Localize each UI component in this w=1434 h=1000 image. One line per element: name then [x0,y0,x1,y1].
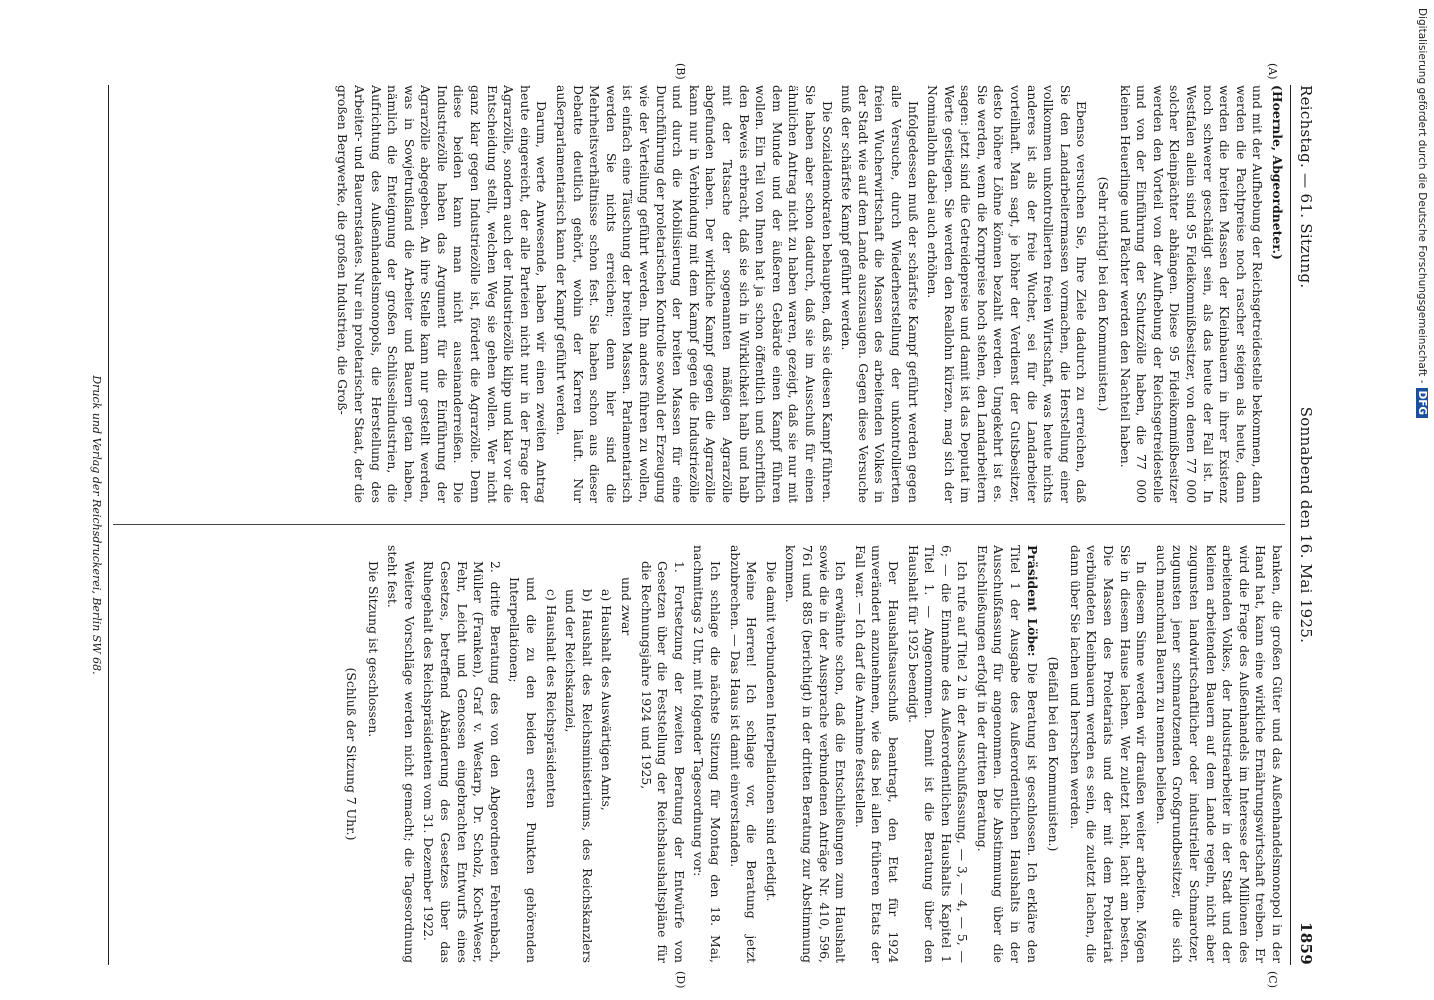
paragraph-text: Die Beratung ist geschlossen. Ich erkläre den Titel 1 der Ausgabe des Außerordentlichen Haushalts in der Ausschußfassung für angenommen. Die Abstimmung über die Entschließungen erfolgt in der dritten Beratung. [974,545,1040,963]
column-divider [113,524,1285,525]
paragraph: Ich rufe auf Titel 2 in der Ausschußfassung, — 3, — 4, — 5, — 6; — die Einnahme des Außerordentlichen Haushalts Kapitel 1 Titel 1. — Angenommen. Damit ist die Beratung über den Haushalt für 1925 beendigt. [905,545,971,963]
credit-text: Digitalisierung gefördert durch die Deutsche Forschungsgemeinschaft - [1416,8,1428,384]
paragraph: Ebenso versuchen Sie, Ihre Ziele dadurch zu erreichen, daß Sie den Landarbeitermassen vormachen, die Herstellung einer vollkommen unkontrollierten freien Wirtschaft, was heute nichts anderes ist als der freie Wucher, sei für die Landarbeiter vorteilhaft. Man sagt, je höher der Verdienst der Gutsbesitzer, desto höhere Löhne können bezahlt werden. Umgekehrt ist es. Sie werden, wenn die Kornpreise hoch stehen, den Landarbeitern sagen: jetzt sind die Getreidepreise und damit ist das Deputat im Werte gestiegen. Sie werden den Reallohn kürzen, mag sich der Nominallohn dabei auch erhöhen. [925,85,1090,503]
margin-letter-d: (D) [674,971,687,989]
paragraph: banken, die großen Güter und das Außenhandelsmonopol in der Hand hat, kann eine wirkliche Ernährungswirtschaft treiben. Er wird die Frage des Außenhandels im Interesse der Millionen des arbeitenden Volkes, der Industriearbeiter in der Stadt und der kleinen arbeitenden Bauern auf dem Lande regeln, nicht aber zugunsten landwirtschaftlicher oder industrieller Schmarotzer, zugunsten jener schmarotzenden Großgrundbesitzer, die sich auch manchmal Bauern zu nennen belieben. [1153,545,1285,963]
header-date: Sonnabend den 16. Mai 1925. [1297,406,1315,644]
right-text-column [113,545,1285,963]
agenda-item: 2. dritte Beratung des von den Abgeordneten Fehrenbach, Müller (Franken), Graf v. Westarp, Dr. Scholz, Koch-Weser, Fehr, Leicht und Genossen eingebrachten Entwurfs eines Gesetzes, betreffend Abänderung des Gesetzes über das Ruhegehalt des Reichspräsidenten vom 31. Dezember 1922. [421,561,503,963]
paragraph: Weitere Vorschläge werden nicht gemacht; die Tagesordnung steht fest. [385,545,417,963]
agenda-subitem: b) Haushalt des Reichsministeriums, des Reichskanzlers und der Reichskanzlei, [563,589,595,963]
margin-letter-c: (C) [1266,971,1279,988]
paragraph: Ich schlage die nächste Sitzung für Montag den 18. Mai, nachmittags 2 Uhr, mit folgender Tagesordnung vor: [691,545,723,963]
left-text-column [113,85,1285,503]
speaker-name: Präsident Löbe: [1024,545,1040,657]
president-statement [973,545,1039,963]
margin-letter-b: (B) [674,63,687,80]
rotated-document-page [65,63,1315,989]
agenda-text: und die zu den beiden ersten Punkten gehörenden Interpellationen; [507,577,540,963]
paragraph: Meine Herren! Ich schlage vor, die Beratung jetzt abzubrechen. — Das Haus ist damit einverstanden. [727,545,760,963]
paragraph: Die Sitzung ist geschlossen. [365,561,381,738]
paragraph: Darum, werte Anwesende, haben wir einen zweiten Antrag heute eingereicht, der alle Parteien nicht nur in der Frage der Agrarzölle, sondern auch der Industriezölle klipp und klar vor die Entscheidung stellt, welchen Weg sie gehen wollen. Wer nicht ganz klar gegen Industriezölle ist, fördert die Agrarzölle. Denn diese beiden kann man nicht auseinanderreißen. Die Industriezölle haben das Argument für die Einführung der Agrarzölle abgegeben. An ihre Stelle kann nur gestellt werden, was in Sowjetrußland die Arbeiter und Bauern getan haben, nämlich die Enteignung der großen Schlüsselindustrien, die Aufrichtung des Außenhandelsmonopols, die Herstellung des Arbeiter- und Bauernstaates. Nur ein proletarischer Staat, der die großen Bergwerke, die großen Industrien, die Groß- [335,85,550,503]
paragraph: Die Sozialdemokraten behaupten, daß sie diesen Kampf führen. Sie haben aber schon dadurch, daß sie im Ausschuß für einen ähnlichen Antrag nicht zu haben waren, gezeigt, daß sie nur mit dem Munde und der äußeren Gebärde einen Kampf führen wollen. Ein Teil von Ihnen hat ja schon öffentlich und schriftlich den Beweis erbracht, daß sie sich in Wirklichkeit halb und halb mit der Tatsache der sogenannten mäßigen Agrarzölle abgefunden haben. Der wirkliche Kampf gegen die Agrarzölle kann nur in Verbindung mit dem Kampf gegen die Industriezölle und durch die Mobilisierung der breiten Massen für eine Durchführung der proletarischen Kontrolle sowohl der Erzeugung wie der Verteilung geführt werden. Ihn anders führen zu wollen, ist einfach eine Täuschung der breiten Massen. Parlamentarisch werden Sie nichts erreichen; denn hier sind die Mehrheitsverhältnisse schon fest. Sie haben schon aus dieser Debatte deutlich gehört, wohin der Karren läuft. Nur außerparlamentarisch kann der Kampf geführt werden. [554,85,835,503]
paragraph: Die damit verbundenen Interpellationen sind erledigt. [763,561,779,902]
agenda-subitem: a) Haushalt des Auswärtigen Amts, [599,589,615,811]
agenda-subitem: c) Haushalt des Reichspräsidenten [543,589,559,809]
agenda-text: und zwar [619,577,635,636]
paragraph: In diesem Sinne werden wir draußen weiter arbeiten. Mögen Sie in diesem Hause lachen. Wer zuletzt lacht, lacht am besten. Die Massen des Proletariats und der mit dem Proletariat verbündeten Kleinbauern werden es sein, die zuletzt lachen, die dann über Sie lachen und herrschen werden. [1067,545,1150,963]
digitization-credit [1416,8,1428,418]
header-rule [1290,85,1291,965]
paragraph: und mit der Aufhebung der Reichsgetreidestelle bekommen, dann werden die Pachtpreise noch rascher steigen als heute, dann werden die breiten Massen der Kleinbauern in ihrer Existenz noch schwerer geschädigt sein, als das heute der Fall ist. In Westfalen allein sind 95 Fideikommißbesitzer, von denen 77 000 solcher Kleinpächter abhängen. Diese 95 Fideikommißbesitzer werden den Vorteil von der Aufhebung der Reichsgetreidestelle und von der Einführung der Schutzzölle haben, die 77 000 kleinen Heuerlinge und Pächter werden den Nachteil haben. [1117,85,1266,503]
page-number: 1859 [1297,922,1315,965]
interjection: (Sehr richtig! bei den Kommunisten.) [1096,176,1112,412]
interjection: (Beifall bei den Kommunisten.) [1046,656,1062,852]
paragraph: Der Haushaltsausschuß beantragt, den Etat für 1924 unverändert anzunehmen, wie das bei allen früheren Etats der Fall war. — Ich darf die Annahme feststellen. [852,545,901,963]
footer-rule [108,85,109,965]
paragraph: Infolgedessen muß der schärfste Kampf geführt werden gegen alle Versuche, durch Wiederherstellung der unkontrollierten freien Wucherwirtschaft die Massen des arbeitenden Volkes in der Stadt wie auf dem Lande auszusaugen. Gegen diese Versuche muß der schärfste Kampf geführt werden. [839,85,921,503]
printer-imprint: Druck und Verlag der Reichsdruckerei, Berlin SW 68. [90,375,103,675]
paragraph: Ich erwähnte schon, daß die Entschließungen zum Haushalt sowie die in der Aussprache verbundenen Anträge Nr. 410, 596, 761 und 885 (berichtigt) in der dritten Beratung zur Abstimmung kommen. [783,545,849,963]
header-session: Reichstag. — 61. Sitzung. [1297,85,1315,289]
closing-note: (Schluß der Sitzung 7 Uhr.) [344,667,360,841]
agenda-item: 1. Fortsetzung der zweiten Beratung der Entwürfe von Gesetzen über die Feststellung der Reichshaushaltspläne für die Rechnungsjahre 1924 und 1925, [638,561,687,963]
dfg-logo: DFG [1416,388,1428,419]
speaker-heading: (Hoernle, Abgeordneter.) [1270,85,1285,260]
margin-letter-a: (A) [1266,63,1279,80]
